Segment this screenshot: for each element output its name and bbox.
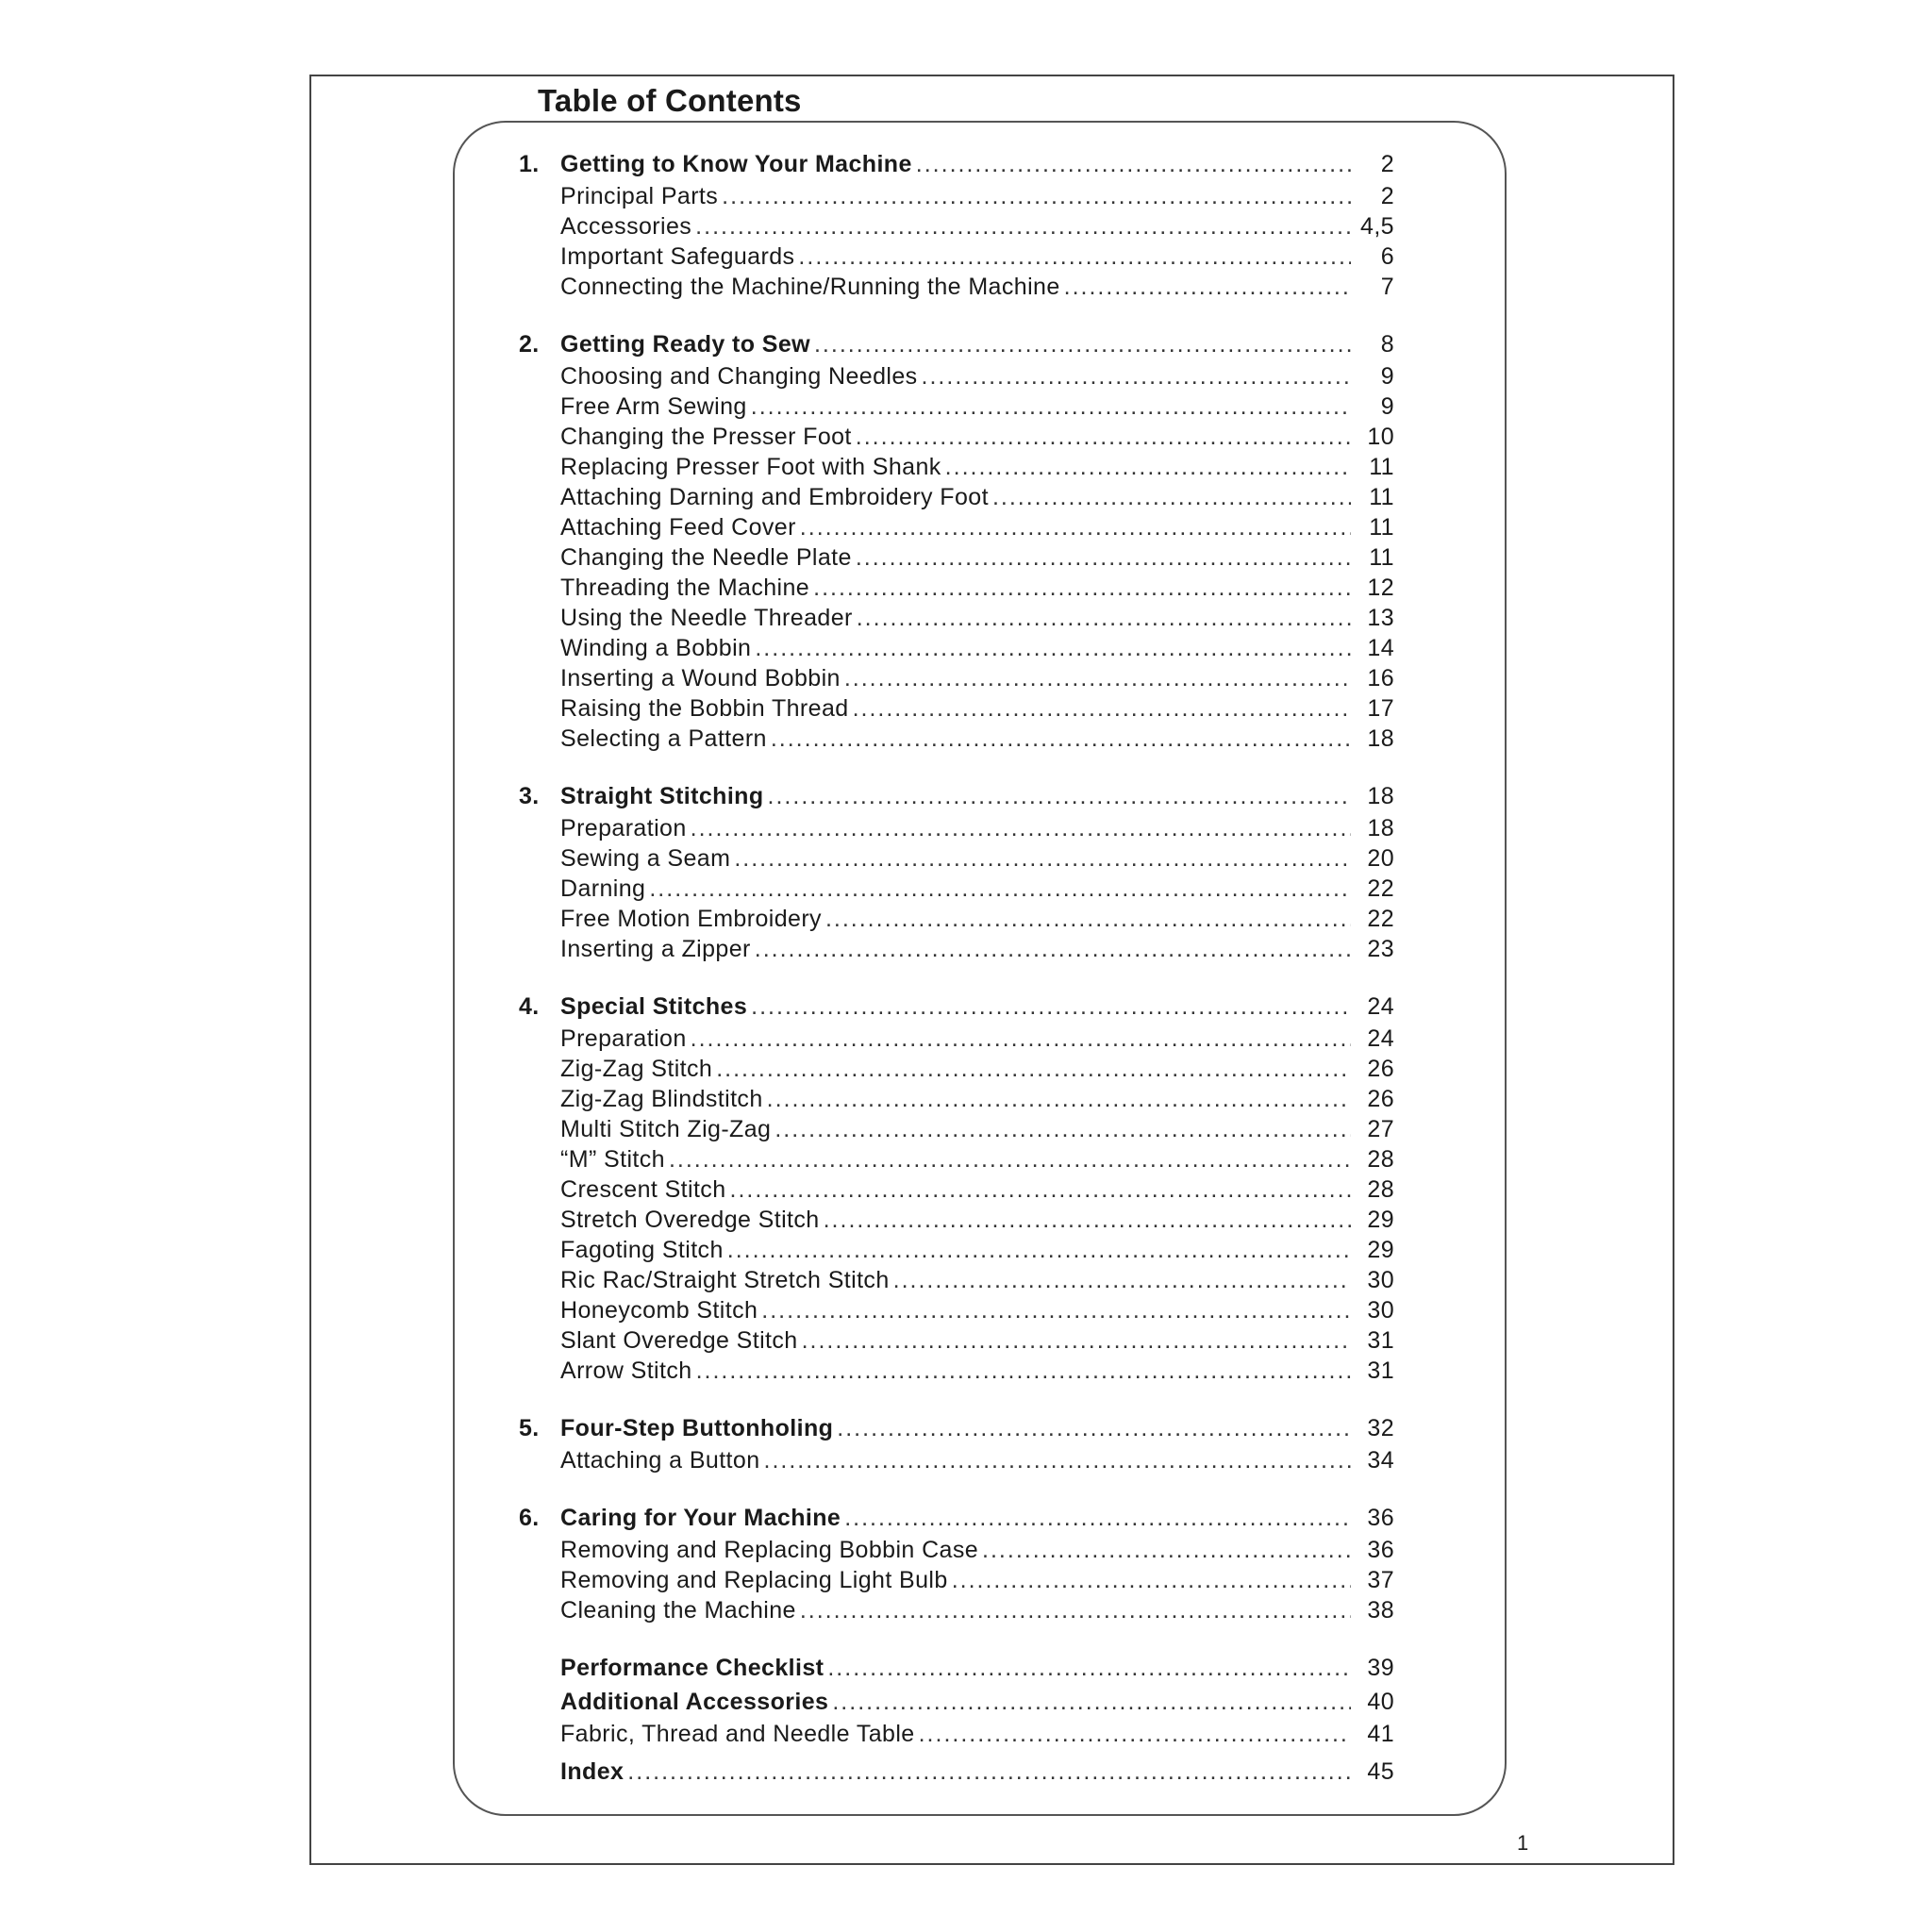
entry-title: Inserting a Zipper <box>560 936 751 962</box>
page-ref: 40 <box>1367 1689 1394 1715</box>
entry-title: Slant Overedge Stitch <box>560 1327 798 1354</box>
toc-entry[interactable] <box>519 663 1394 693</box>
page-ref: 24 <box>1367 993 1394 1020</box>
toc-entry[interactable] <box>519 452 1394 482</box>
page-ref: 9 <box>1380 393 1394 420</box>
dot-leader <box>827 1651 1351 1685</box>
dot-leader <box>751 391 1351 422</box>
entry-title: Crescent Stitch <box>560 1176 726 1203</box>
dot-leader <box>893 1265 1351 1295</box>
section-number: 4. <box>519 993 540 1020</box>
toc-heading[interactable] <box>519 327 1394 361</box>
page-title: Table of Contents <box>538 83 802 118</box>
page-ref: 18 <box>1367 725 1394 752</box>
dot-leader <box>982 1535 1351 1565</box>
entry-title: Using the Needle Threader <box>560 605 853 631</box>
dot-leader <box>649 874 1351 904</box>
toc-section-3 <box>519 779 1394 964</box>
toc-entry[interactable] <box>519 272 1394 302</box>
page-ref: 17 <box>1367 695 1394 722</box>
entry-title: Inserting a Wound Bobbin <box>560 665 841 691</box>
entry-title: Preparation <box>560 1025 687 1052</box>
dot-leader <box>945 452 1351 482</box>
dot-leader <box>800 1595 1351 1625</box>
dot-leader <box>696 1356 1351 1386</box>
dot-leader <box>755 633 1351 663</box>
dot-leader <box>916 147 1351 181</box>
page-ref: 30 <box>1367 1297 1394 1324</box>
toc-entry[interactable] <box>519 242 1394 272</box>
toc-entry[interactable] <box>519 934 1394 964</box>
dot-leader <box>837 1411 1351 1445</box>
page-ref: 12 <box>1367 575 1394 601</box>
page-ref: 36 <box>1367 1505 1394 1531</box>
page-ref: 22 <box>1367 875 1394 902</box>
dot-leader <box>813 573 1351 603</box>
section-number: 3. <box>519 783 540 809</box>
toc-entry[interactable] <box>519 391 1394 422</box>
page-ref: 26 <box>1367 1086 1394 1112</box>
toc-entry[interactable] <box>519 874 1394 904</box>
dot-leader <box>832 1685 1351 1719</box>
entry-title: Cleaning the Machine <box>560 1597 796 1624</box>
page-ref: 4,5 <box>1360 213 1394 240</box>
page-ref: 31 <box>1367 1327 1394 1354</box>
dot-leader <box>627 1755 1351 1789</box>
toc-entry[interactable] <box>519 1205 1394 1235</box>
toc-entry[interactable] <box>519 542 1394 573</box>
page-ref: 11 <box>1369 484 1394 510</box>
entry-title: Principal Parts <box>560 183 719 209</box>
section-number: 1. <box>519 151 540 177</box>
dot-leader <box>774 1114 1351 1144</box>
page-ref: 38 <box>1367 1597 1394 1624</box>
toc-entry[interactable] <box>519 1719 1394 1749</box>
page-ref: 28 <box>1367 1146 1394 1173</box>
table-of-contents <box>519 147 1394 1789</box>
entry-title: Replacing Presser Foot with Shank <box>560 454 941 480</box>
section-title: Performance Checklist <box>560 1655 824 1681</box>
page-ref: 18 <box>1367 815 1394 841</box>
dot-leader <box>814 327 1351 361</box>
dot-leader <box>730 1174 1351 1205</box>
dot-leader <box>952 1565 1351 1595</box>
toc-entry[interactable] <box>519 1445 1394 1475</box>
page-ref: 14 <box>1367 635 1394 661</box>
dot-leader <box>734 843 1351 874</box>
page-ref: 27 <box>1367 1116 1394 1142</box>
dot-leader <box>802 1325 1351 1356</box>
toc-entry[interactable] <box>519 1054 1394 1084</box>
toc-entry[interactable] <box>519 633 1394 663</box>
entry-title: Removing and Replacing Light Bulb <box>560 1567 948 1593</box>
toc-entry[interactable] <box>519 1356 1394 1386</box>
entry-title: Connecting the Machine/Running the Machine <box>560 274 1060 300</box>
entry-title: Preparation <box>560 815 687 841</box>
entry-title: Raising the Bobbin Thread <box>560 695 849 722</box>
toc-entry[interactable] <box>519 482 1394 512</box>
page-ref: 24 <box>1367 1025 1394 1052</box>
dot-leader <box>856 542 1351 573</box>
entry-title: “M” Stitch <box>560 1146 665 1173</box>
toc-entry[interactable] <box>519 813 1394 843</box>
dot-leader <box>844 1501 1351 1535</box>
entry-title: Multi Stitch Zig-Zag <box>560 1116 772 1142</box>
page-ref: 22 <box>1367 906 1394 932</box>
entry-title: Attaching a Button <box>560 1447 760 1474</box>
entry-title: Removing and Replacing Bobbin Case <box>560 1537 979 1563</box>
dot-leader <box>695 211 1351 242</box>
page-ref: 11 <box>1369 454 1394 480</box>
toc-entry[interactable] <box>519 1535 1394 1565</box>
entry-title: Important Safeguards <box>560 243 795 270</box>
entry-title: Fagoting Stitch <box>560 1237 724 1263</box>
toc-section-5 <box>519 1411 1394 1475</box>
page-ref: 45 <box>1367 1758 1394 1785</box>
dot-leader <box>768 779 1351 813</box>
entry-title: Darning <box>560 875 646 902</box>
page-ref: 20 <box>1367 845 1394 872</box>
toc-section-2 <box>519 327 1394 754</box>
toc-entry[interactable] <box>519 1595 1394 1625</box>
entry-title: Winding a Bobbin <box>560 635 752 661</box>
page-number: 1 <box>1517 1831 1529 1855</box>
dot-leader <box>727 1235 1351 1265</box>
page-ref: 29 <box>1367 1237 1394 1263</box>
page-ref: 37 <box>1367 1567 1394 1593</box>
toc-entry[interactable] <box>519 1144 1394 1174</box>
dot-leader <box>856 422 1351 452</box>
dot-leader <box>919 1719 1351 1749</box>
page-ref: 39 <box>1367 1655 1394 1681</box>
page-ref: 23 <box>1367 936 1394 962</box>
page-ref: 6 <box>1380 243 1394 270</box>
entry-title: Accessories <box>560 213 692 240</box>
entry-title: Ric Rac/Straight Stretch Stitch <box>560 1267 890 1293</box>
page-ref: 28 <box>1367 1176 1394 1203</box>
entry-title: Arrow Stitch <box>560 1357 692 1384</box>
section-title: Special Stitches <box>560 993 748 1020</box>
section-number: 5. <box>519 1415 540 1441</box>
entry-title: Sewing a Seam <box>560 845 731 872</box>
toc-section-6 <box>519 1501 1394 1625</box>
entry-title: Zig-Zag Stitch <box>560 1056 713 1082</box>
toc-heading[interactable] <box>519 1685 1394 1719</box>
dot-leader <box>761 1295 1351 1325</box>
dot-leader <box>857 603 1351 633</box>
dot-leader <box>691 813 1351 843</box>
section-number: 6. <box>519 1505 540 1531</box>
toc-entry[interactable] <box>519 693 1394 724</box>
page-ref: 8 <box>1380 331 1394 358</box>
dot-leader <box>722 181 1351 211</box>
page-ref: 34 <box>1367 1447 1394 1474</box>
page-ref: 16 <box>1367 665 1394 691</box>
page-ref: 10 <box>1367 424 1394 450</box>
toc-entry[interactable] <box>519 1565 1394 1595</box>
dot-leader <box>755 934 1351 964</box>
toc-entry[interactable] <box>519 1084 1394 1114</box>
page-ref: 32 <box>1367 1415 1394 1441</box>
entry-title: Free Motion Embroidery <box>560 906 822 932</box>
entry-title: Zig-Zag Blindstitch <box>560 1086 763 1112</box>
entry-title: Selecting a Pattern <box>560 725 767 752</box>
dot-leader <box>764 1445 1351 1475</box>
toc-entry[interactable] <box>519 1024 1394 1054</box>
page-ref: 13 <box>1367 605 1394 631</box>
dot-leader <box>922 361 1351 391</box>
toc-section-4 <box>519 990 1394 1386</box>
toc-entry[interactable] <box>519 422 1394 452</box>
page-ref: 7 <box>1380 274 1394 300</box>
toc-entry[interactable] <box>519 361 1394 391</box>
toc-heading[interactable] <box>519 1651 1394 1685</box>
page-ref: 18 <box>1367 783 1394 809</box>
dot-leader <box>853 693 1351 724</box>
section-title: Getting Ready to Sew <box>560 331 810 358</box>
page-ref: 2 <box>1380 151 1394 177</box>
toc-entry[interactable] <box>519 573 1394 603</box>
dot-leader <box>767 1084 1351 1114</box>
dot-leader <box>825 904 1351 934</box>
toc-entry[interactable] <box>519 512 1394 542</box>
dot-leader <box>751 990 1351 1024</box>
toc-entry[interactable] <box>519 1114 1394 1144</box>
page-ref: 26 <box>1367 1056 1394 1082</box>
page-ref: 29 <box>1367 1207 1394 1233</box>
toc-entry[interactable] <box>519 724 1394 754</box>
toc-entry[interactable] <box>519 1325 1394 1356</box>
toc-entry[interactable] <box>519 904 1394 934</box>
toc-entry[interactable] <box>519 843 1394 874</box>
page-ref: 41 <box>1367 1721 1394 1747</box>
dot-leader <box>1064 272 1351 302</box>
toc-heading[interactable] <box>519 779 1394 813</box>
page-ref: 30 <box>1367 1267 1394 1293</box>
toc-entry[interactable] <box>519 181 1394 211</box>
page-ref: 36 <box>1367 1537 1394 1563</box>
entry-title: Attaching Darning and Embroidery Foot <box>560 484 989 510</box>
section-number: 2. <box>519 331 540 358</box>
entry-title: Fabric, Thread and Needle Table <box>560 1721 915 1747</box>
entry-title: Free Arm Sewing <box>560 393 747 420</box>
toc-section-1 <box>519 147 1394 302</box>
dot-leader <box>824 1205 1351 1235</box>
toc-entry[interactable] <box>519 1265 1394 1295</box>
section-title: Caring for Your Machine <box>560 1505 841 1531</box>
dot-leader <box>844 663 1351 693</box>
dot-leader <box>798 242 1351 272</box>
section-title: Four-Step Buttonholing <box>560 1415 834 1441</box>
entry-title: Honeycomb Stitch <box>560 1297 758 1324</box>
toc-appendix <box>519 1651 1394 1789</box>
dot-leader <box>800 512 1351 542</box>
section-title: Index <box>560 1758 625 1785</box>
dot-leader <box>691 1024 1351 1054</box>
toc-heading[interactable] <box>519 990 1394 1024</box>
section-title: Straight Stitching <box>560 783 764 809</box>
toc-entry[interactable] <box>519 1295 1394 1325</box>
entry-title: Choosing and Changing Needles <box>560 363 918 390</box>
page-ref: 11 <box>1369 544 1394 571</box>
toc-heading[interactable] <box>519 1501 1394 1535</box>
dot-leader <box>716 1054 1351 1084</box>
dot-leader <box>669 1144 1351 1174</box>
section-title: Getting to Know Your Machine <box>560 151 912 177</box>
section-title: Additional Accessories <box>560 1689 829 1715</box>
toc-heading[interactable] <box>519 147 1394 181</box>
entry-title: Changing the Needle Plate <box>560 544 852 571</box>
toc-entry[interactable] <box>519 211 1394 242</box>
toc-entry[interactable] <box>519 603 1394 633</box>
entry-title: Attaching Feed Cover <box>560 514 796 541</box>
page-ref: 31 <box>1367 1357 1394 1384</box>
page-ref: 9 <box>1380 363 1394 390</box>
toc-heading[interactable] <box>519 1755 1394 1789</box>
entry-title: Stretch Overedge Stitch <box>560 1207 820 1233</box>
entry-title: Changing the Presser Foot <box>560 424 852 450</box>
dot-leader <box>992 482 1351 512</box>
toc-entry[interactable] <box>519 1174 1394 1205</box>
toc-heading[interactable] <box>519 1411 1394 1445</box>
page-ref: 11 <box>1369 514 1394 541</box>
dot-leader <box>771 724 1351 754</box>
page-ref: 2 <box>1380 183 1394 209</box>
toc-entry[interactable] <box>519 1235 1394 1265</box>
entry-title: Threading the Machine <box>560 575 810 601</box>
